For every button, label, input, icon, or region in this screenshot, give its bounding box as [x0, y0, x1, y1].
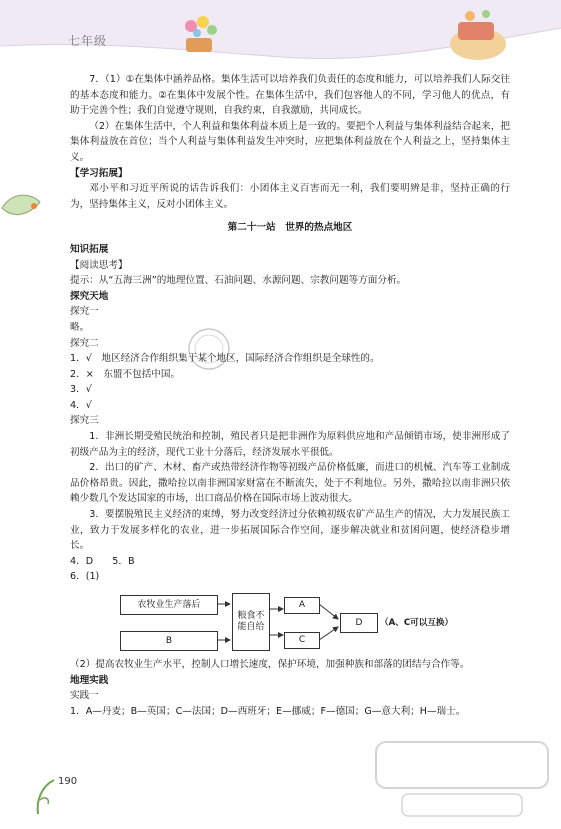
- list-item: 3．√: [70, 384, 92, 396]
- explore1-title: 探究一: [70, 306, 99, 318]
- flow-box-mid: 粮食不能自给: [232, 593, 270, 651]
- study-ext-text: 邓小平和习近平所说的话告诉我们：小团体主义百害而无一利，我们要明辨是非，坚持正确的行为，坚持集体主义，反对小团体主义。: [70, 183, 510, 210]
- flow-box-b: B: [120, 631, 218, 651]
- study-ext-title: 【学习拓展】: [70, 167, 128, 179]
- q6-part1-label: 6．(1): [70, 571, 100, 583]
- practice1-title: 实践一: [70, 690, 99, 702]
- list-item: 2．× 东盟不包括中国。: [70, 368, 181, 380]
- list-item: 1．非洲长期受殖民统治和控制，殖民者只是把非洲作为原料供应地和产品倾销市场，使非洲形成了初级产品为主的经济，现代工业十分落后，经济发展水平很低。: [70, 431, 510, 458]
- practice1-text: 1．A—丹麦；B—英国；C—法国；D—西班牙；E—挪威；F—德国；G—意大利；H—瑞士。: [70, 705, 466, 717]
- explore2-title: 探究二: [70, 337, 99, 349]
- q6-part2: （2）提高农牧业生产水平，控制人口增长速度，保护环境，加强种族和部落的团结与合作等。: [70, 659, 470, 670]
- flow-note: （A、C可以互换）: [380, 618, 454, 628]
- grade-label: 七年级: [68, 34, 108, 48]
- explore1-text: 略。: [70, 321, 90, 333]
- q7-part1: 7．（1）①在集体中涵养品格。集体生活可以培养我们负责任的态度和能力，可以培养我们人际交往的基本态度和能力。②在集体中发展个性。在集体生活中，我们包容他人的不同，学习他人的优点，有助于完善个性；我们自觉遵守规则，自我约束，自我激励，共同成长。: [70, 74, 510, 117]
- flow-diagram: [70, 591, 510, 653]
- answer-content: [70, 72, 510, 719]
- flow-box-c: C: [284, 632, 320, 649]
- flow-box-1: 农牧业生产落后: [120, 595, 218, 615]
- section-title: 第二十一站 世界的热点地区: [227, 222, 353, 234]
- list-item: 4．√: [70, 399, 92, 411]
- list-item: 1．√ 地区经济合作组织集于某个地区，国际经济合作组织是全球性的。: [70, 353, 380, 365]
- leaf-sprout-icon: [34, 776, 58, 816]
- flow-box-d: D: [340, 613, 378, 633]
- geo-practice-title: 地理实践: [70, 674, 109, 686]
- reading-hint: 提示：从“五海三洲”的地理位置、石油问题、水源问题、宗教问题等方面分析。: [70, 275, 407, 287]
- q7-part2: （2）在集体生活中，个人利益和集体利益本质上是一致的。要把个人利益与集体利益结合起来，把集体利益放在首位；当个人利益与集体利益发生冲突时，应把集体利益放在个人利益之上，坚持集体主义。: [70, 120, 510, 163]
- flow-box-a: A: [284, 597, 320, 614]
- explore3-title: 探究三: [70, 415, 99, 427]
- list-item: 3．要摆脱殖民主义经济的束缚，努力改变经济过分依赖初级农矿产品生产的情况，大力发展民族工业，致力于发展多样化的农业，进一步拓展国际合作空间，逐步解决就业和贫困问题，使经济稳步增长。: [70, 509, 510, 552]
- knowledge-title: 知识拓展: [70, 243, 109, 255]
- page-number: 190: [58, 776, 78, 787]
- explore-title: 探究天地: [70, 290, 109, 302]
- list-item: 2．出口的矿产、木材、畜产或热带经济作物等初级产品价格低廉，而进口的机械、汽车等工业制成品价格昂贵。因此，撒哈拉以南非洲国家财富在不断流失，处于不利地位。另外，撒哈拉以南非洲只依赖少数几个发达国家的市场，出口商品价格在国际市场上波动很大。: [70, 462, 510, 505]
- q4-5-answers: 4．D 5．B: [70, 555, 135, 567]
- reading-title: 【阅读思考】: [70, 259, 128, 271]
- watermark-logo: [372, 732, 552, 822]
- bird-leaf-icon: [0, 188, 46, 228]
